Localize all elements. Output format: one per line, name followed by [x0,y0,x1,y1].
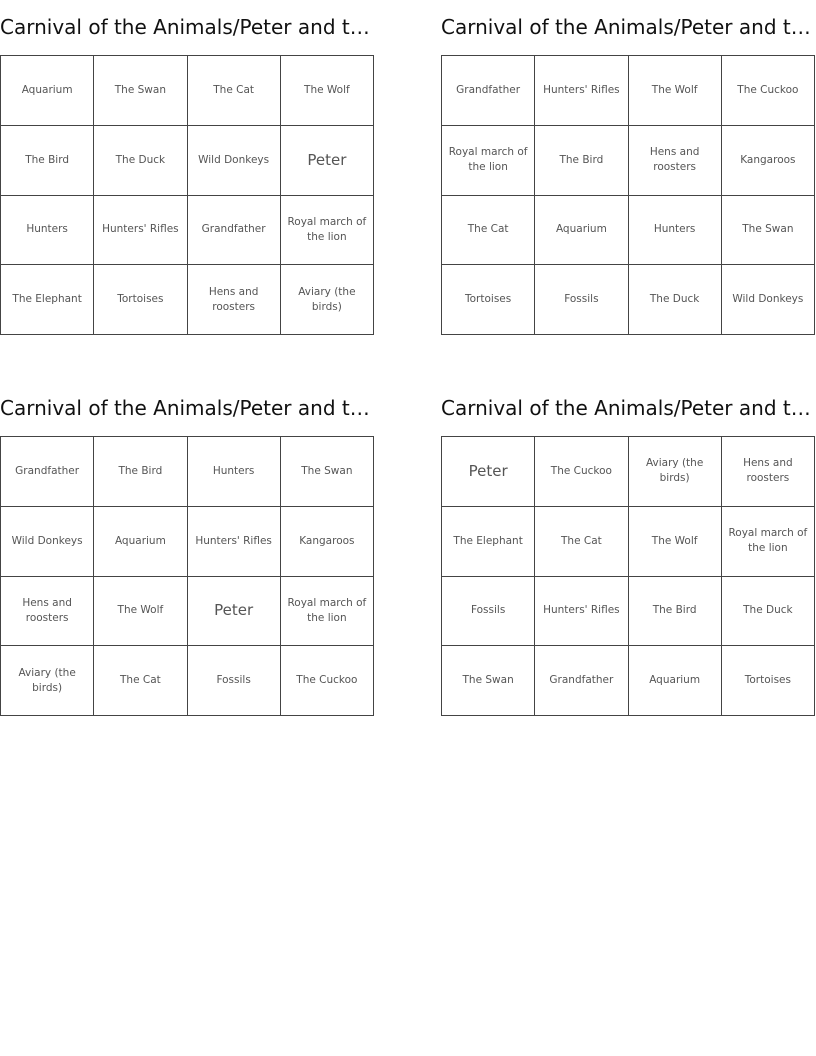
grid-cell: The Duck [722,577,815,647]
grid-cell: Aquarium [94,507,187,577]
grid-cell: Kangaroos [281,507,374,577]
grid-cell: Tortoises [442,265,535,335]
grid-cell: The Swan [94,56,187,126]
grid-cell: Royal march of the lion [722,507,815,577]
grid-cell: Grandfather [442,56,535,126]
grid-cell: Wild Donkeys [1,507,94,577]
grid-cell: Hunters [629,196,722,266]
grid-cell: Fossils [188,646,281,716]
grid-cell: The Swan [442,646,535,716]
grid-cell: The Swan [281,437,374,507]
grid-cell: The Bird [535,126,628,196]
free-space-cell: Peter [188,577,281,647]
bingo-card [0,0,375,313]
grid-cell: Hunters [1,196,94,266]
grid-cell: Aquarium [629,646,722,716]
bingo-grid [441,55,815,335]
bingo-card [441,0,816,306]
grid-cell: The Bird [1,126,94,196]
grid-cell: The Duck [94,126,187,196]
grid-cell: Aviary (the birds) [281,265,374,335]
grid-cell: Hunters [188,437,281,507]
grid-cell: The Bird [94,437,187,507]
grid-cell: Wild Donkeys [188,126,281,196]
grid-cell: Royal march of the lion [281,577,374,647]
bingo-grid [0,55,374,335]
card-title: Carnival of the Animals/Peter and t… [0,15,370,39]
grid-cell: Hens and roosters [1,577,94,647]
grid-cell: Royal march of the lion [442,126,535,196]
grid-cell: The Bird [629,577,722,647]
grid-cell: The Wolf [629,507,722,577]
grid-cell: Aviary (the birds) [1,646,94,716]
grid-cell: The Elephant [1,265,94,335]
card-title: Carnival of the Animals/Peter and t… [0,396,370,420]
grid-cell: The Wolf [629,56,722,126]
grid-cell: Tortoises [94,265,187,335]
grid-cell: Grandfather [1,437,94,507]
grid-cell: The Wolf [94,577,187,647]
grid-cell: Hens and roosters [629,126,722,196]
grid-cell: Grandfather [535,646,628,716]
grid-cell: Royal march of the lion [281,196,374,266]
bingo-card [0,381,375,694]
grid-cell: Hunters' Rifles [535,56,628,126]
free-space-cell: Peter [442,437,535,507]
grid-cell: The Duck [629,265,722,335]
grid-cell: Fossils [442,577,535,647]
grid-cell: The Cat [535,507,628,577]
grid-cell: The Wolf [281,56,374,126]
grid-cell: Hunters' Rifles [535,577,628,647]
bingo-grid [0,436,374,716]
grid-cell: Fossils [535,265,628,335]
grid-cell: Hens and roosters [188,265,281,335]
grid-cell: The Cat [188,56,281,126]
grid-cell: The Swan [722,196,815,266]
grid-cell: Kangaroos [722,126,815,196]
grid-cell: Grandfather [188,196,281,266]
grid-cell: The Elephant [442,507,535,577]
grid-cell: The Cuckoo [722,56,815,126]
grid-cell: The Cuckoo [535,437,628,507]
card-title: Carnival of the Animals/Peter and t… [441,15,811,39]
grid-cell: Aviary (the birds) [629,437,722,507]
grid-cell: Wild Donkeys [722,265,815,335]
grid-cell: Aquarium [1,56,94,126]
grid-cell: The Cat [442,196,535,266]
free-space-cell: Peter [281,126,374,196]
bingo-card [441,381,816,687]
grid-cell: Hunters' Rifles [188,507,281,577]
grid-cell: The Cuckoo [281,646,374,716]
card-title: Carnival of the Animals/Peter and t… [441,396,811,420]
grid-cell: The Cat [94,646,187,716]
bingo-grid [441,436,815,716]
grid-cell: Hunters' Rifles [94,196,187,266]
grid-cell: Tortoises [722,646,815,716]
grid-cell: Hens and roosters [722,437,815,507]
grid-cell: Aquarium [535,196,628,266]
